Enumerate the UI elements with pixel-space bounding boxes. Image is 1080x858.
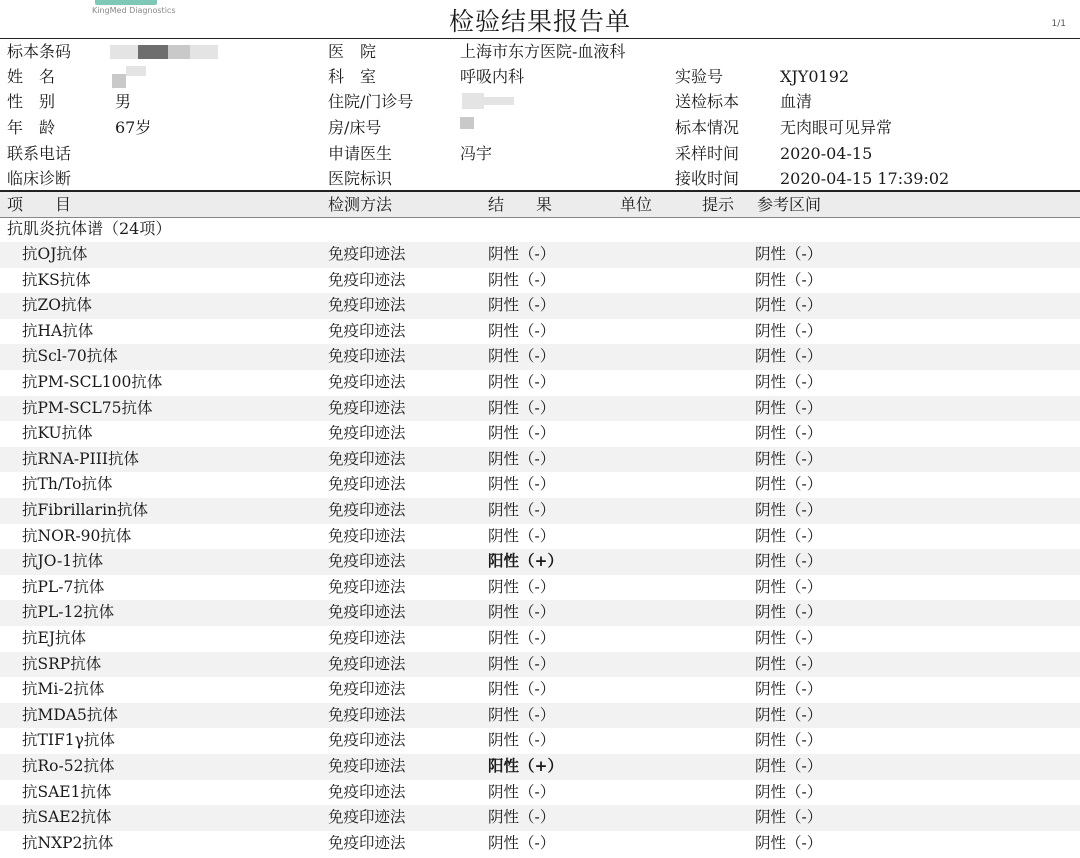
table-row <box>0 600 1080 626</box>
test-result: 阴性（-） <box>488 449 556 468</box>
test-name: 抗JO-1抗体 <box>22 552 104 571</box>
hospital-label: 医 院 <box>328 42 377 61</box>
test-name: 抗NOR-90抗体 <box>22 526 132 545</box>
test-name: 抗KS抗体 <box>22 270 91 289</box>
test-reference: 阴性（-） <box>755 373 823 391</box>
test-reference: 阴性（-） <box>755 296 823 315</box>
test-name: 抗HA抗体 <box>22 321 94 340</box>
test-reference: 阴性（-） <box>755 808 823 827</box>
test-result: 阴性（-） <box>488 424 556 443</box>
test-method: 免疫印迹法 <box>328 552 406 571</box>
redacted-barcode <box>110 45 138 59</box>
test-reference: 阴性（-） <box>755 577 823 596</box>
top-rule <box>0 38 1080 39</box>
table-row <box>0 549 1080 575</box>
table-row <box>0 421 1080 447</box>
page-number: 1/1 <box>1051 19 1066 29</box>
table-row <box>0 498 1080 524</box>
table-row <box>0 728 1080 754</box>
col-unit: 单位 <box>620 195 653 214</box>
test-method: 免疫印迹法 <box>328 833 406 852</box>
test-result: 阴性（-） <box>488 833 556 852</box>
test-method: 免疫印迹法 <box>328 449 406 468</box>
test-result: 阴性（-） <box>488 654 556 673</box>
test-result: 阴性（-） <box>488 782 556 801</box>
test-name: 抗Th/To抗体 <box>22 475 113 494</box>
name-label: 姓 名 <box>7 67 56 86</box>
condition-value: 无肉眼可见异常 <box>780 118 893 137</box>
redacted-name <box>112 74 126 88</box>
test-result: 阴性（-） <box>488 475 556 494</box>
test-method: 免疫印迹法 <box>328 501 406 519</box>
test-name: 抗PL-12抗体 <box>22 603 115 622</box>
report-title: 检验结果报告单 <box>448 7 631 36</box>
test-reference: 阴性（-） <box>755 270 823 289</box>
test-result: 阴性（-） <box>488 321 556 340</box>
test-method: 免疫印迹法 <box>328 680 406 699</box>
specimen-label: 送检标本 <box>675 92 740 111</box>
test-method: 免疫印迹法 <box>328 808 406 827</box>
test-reference: 阴性（-） <box>755 475 823 494</box>
specimen-value: 血清 <box>780 92 813 111</box>
table-row <box>0 524 1080 550</box>
sample-time-value: 2020-04-15 <box>780 144 873 163</box>
test-result: 阴性（-） <box>488 680 556 699</box>
test-method: 免疫印迹法 <box>328 347 406 366</box>
sample-time-label: 采样时间 <box>675 144 740 163</box>
redacted-barcode <box>138 45 168 59</box>
table-row <box>0 396 1080 422</box>
test-method: 免疫印迹法 <box>328 424 406 443</box>
test-reference: 阴性（-） <box>755 629 823 647</box>
test-name: 抗ZO抗体 <box>22 296 92 315</box>
barcode-label: 标本条码 <box>7 42 72 61</box>
test-reference: 阴性（-） <box>755 449 823 468</box>
test-result: 阴性（-） <box>488 347 556 366</box>
redacted-inpatient-no <box>462 93 484 109</box>
col-result: 结 果 <box>488 195 553 214</box>
lab-no-value: XJY0192 <box>780 67 850 86</box>
sex-label: 性 别 <box>7 92 56 111</box>
test-result: 阴性（-） <box>488 373 556 391</box>
dept-label: 科 室 <box>328 67 377 86</box>
test-reference: 阴性（-） <box>755 347 823 366</box>
panel-title: 抗肌炎抗体谱（24项） <box>7 219 172 238</box>
test-name: 抗KU抗体 <box>22 424 93 443</box>
table-row <box>0 626 1080 652</box>
redacted-barcode <box>168 45 190 59</box>
table-row <box>0 344 1080 370</box>
test-method: 免疫印迹法 <box>328 654 406 673</box>
test-reference: 阴性（-） <box>755 731 823 750</box>
test-name: 抗RNA-PIII抗体 <box>22 449 139 468</box>
test-name: 抗PL-7抗体 <box>22 577 105 596</box>
table-row <box>0 472 1080 498</box>
test-reference: 阴性（-） <box>755 654 823 673</box>
col-item: 项 目 <box>7 195 72 214</box>
inpatient-label: 住院/门诊号 <box>328 92 414 111</box>
test-result: 阴性（-） <box>488 296 556 315</box>
test-reference: 阴性（-） <box>755 705 823 724</box>
diagnosis-label: 临床诊断 <box>7 169 72 188</box>
test-result: 阴性（-） <box>488 245 556 263</box>
redacted-name <box>126 66 146 76</box>
test-name: 抗SRP抗体 <box>22 654 102 673</box>
test-name: 抗SAE1抗体 <box>22 782 112 801</box>
receive-time-label: 接收时间 <box>675 169 740 188</box>
sex-value: 男 <box>115 92 132 111</box>
test-name: 抗PM-SCL75抗体 <box>22 398 153 417</box>
age-label: 年 龄 <box>7 118 56 137</box>
test-method: 免疫印迹法 <box>328 296 406 315</box>
test-reference: 阴性（-） <box>755 680 823 699</box>
age-value: 67岁 <box>115 118 152 137</box>
hospital-value: 上海市东方医院-血液科 <box>460 42 626 61</box>
test-reference: 阴性（-） <box>755 398 823 417</box>
test-name: 抗EJ抗体 <box>22 629 87 647</box>
test-method: 免疫印迹法 <box>328 398 406 417</box>
test-method: 免疫印迹法 <box>328 245 406 263</box>
test-name: 抗TIF1γ抗体 <box>22 731 115 750</box>
test-name: 抗NXP2抗体 <box>22 833 114 852</box>
table-row <box>0 677 1080 703</box>
test-reference: 阴性（-） <box>755 782 823 801</box>
test-result: 阴性（-） <box>488 526 556 545</box>
test-result: 阴性（-） <box>488 577 556 596</box>
test-name: 抗OJ抗体 <box>22 245 88 263</box>
test-result: 阴性（-） <box>488 501 556 519</box>
test-name: 抗Ro-52抗体 <box>22 757 115 775</box>
receive-time-value: 2020-04-15 17:39:02 <box>780 169 950 188</box>
table-row <box>0 268 1080 294</box>
phone-label: 联系电话 <box>7 144 72 163</box>
test-method: 免疫印迹法 <box>328 782 406 801</box>
hospital-mark-label: 医院标识 <box>328 169 393 188</box>
test-result: 阴性（-） <box>488 629 556 647</box>
table-row <box>0 575 1080 601</box>
test-reference: 阴性（-） <box>755 245 823 263</box>
redacted-bed-no <box>460 117 474 129</box>
test-name: 抗Fibrillarin抗体 <box>22 501 149 519</box>
test-method: 免疫印迹法 <box>328 270 406 289</box>
table-row <box>0 242 1080 268</box>
table-row <box>0 754 1080 780</box>
test-method: 免疫印迹法 <box>328 577 406 596</box>
test-method: 免疫印迹法 <box>328 373 406 391</box>
test-name: 抗Mi-2抗体 <box>22 680 105 699</box>
table-row <box>0 703 1080 729</box>
test-method: 免疫印迹法 <box>328 629 406 647</box>
redacted-inpatient-no <box>484 97 514 105</box>
test-reference: 阴性（-） <box>755 603 823 622</box>
logo-text: KingMed Diagnostics <box>92 6 176 15</box>
test-result: 阴性（-） <box>488 398 556 417</box>
bed-label: 房/床号 <box>328 118 382 137</box>
test-reference: 阴性（-） <box>755 757 823 775</box>
table-row <box>0 370 1080 396</box>
test-method: 免疫印迹法 <box>328 526 406 545</box>
redacted-barcode <box>190 45 218 59</box>
table-row <box>0 319 1080 345</box>
test-result: 阳性（+） <box>488 552 563 571</box>
test-method: 免疫印迹法 <box>328 731 406 750</box>
test-reference: 阴性（-） <box>755 501 823 519</box>
test-method: 免疫印迹法 <box>328 603 406 622</box>
doctor-label: 申请医生 <box>328 144 393 163</box>
test-result: 阴性（-） <box>488 603 556 622</box>
test-reference: 阴性（-） <box>755 833 823 852</box>
lab-no-label: 实验号 <box>675 67 724 86</box>
test-reference: 阴性（-） <box>755 552 823 571</box>
test-result: 阴性（-） <box>488 731 556 750</box>
table-row <box>0 447 1080 473</box>
test-result: 阴性（-） <box>488 270 556 289</box>
dept-value: 呼吸内科 <box>460 67 525 86</box>
test-reference: 阴性（-） <box>755 526 823 545</box>
table-row <box>0 831 1080 857</box>
test-method: 免疫印迹法 <box>328 705 406 724</box>
table-row <box>0 652 1080 678</box>
column-header <box>0 192 1080 217</box>
test-name: 抗MDA5抗体 <box>22 705 118 724</box>
table-row <box>0 293 1080 319</box>
test-method: 免疫印迹法 <box>328 757 406 775</box>
col-method: 检测方法 <box>328 195 393 214</box>
test-method: 免疫印迹法 <box>328 321 406 340</box>
test-reference: 阴性（-） <box>755 424 823 443</box>
test-name: 抗Scl-70抗体 <box>22 347 118 366</box>
test-name: 抗PM-SCL100抗体 <box>22 373 163 391</box>
test-name: 抗SAE2抗体 <box>22 808 112 827</box>
test-result: 阴性（-） <box>488 808 556 827</box>
col-ref: 参考区间 <box>757 195 822 214</box>
test-result: 阴性（-） <box>488 705 556 724</box>
test-reference: 阴性（-） <box>755 321 823 340</box>
test-method: 免疫印迹法 <box>328 475 406 494</box>
condition-label: 标本情况 <box>675 118 740 137</box>
col-hint: 提示 <box>702 195 735 214</box>
test-result: 阳性（+） <box>488 757 563 775</box>
table-row <box>0 805 1080 831</box>
doctor-value: 冯宇 <box>460 144 493 163</box>
table-row <box>0 780 1080 806</box>
